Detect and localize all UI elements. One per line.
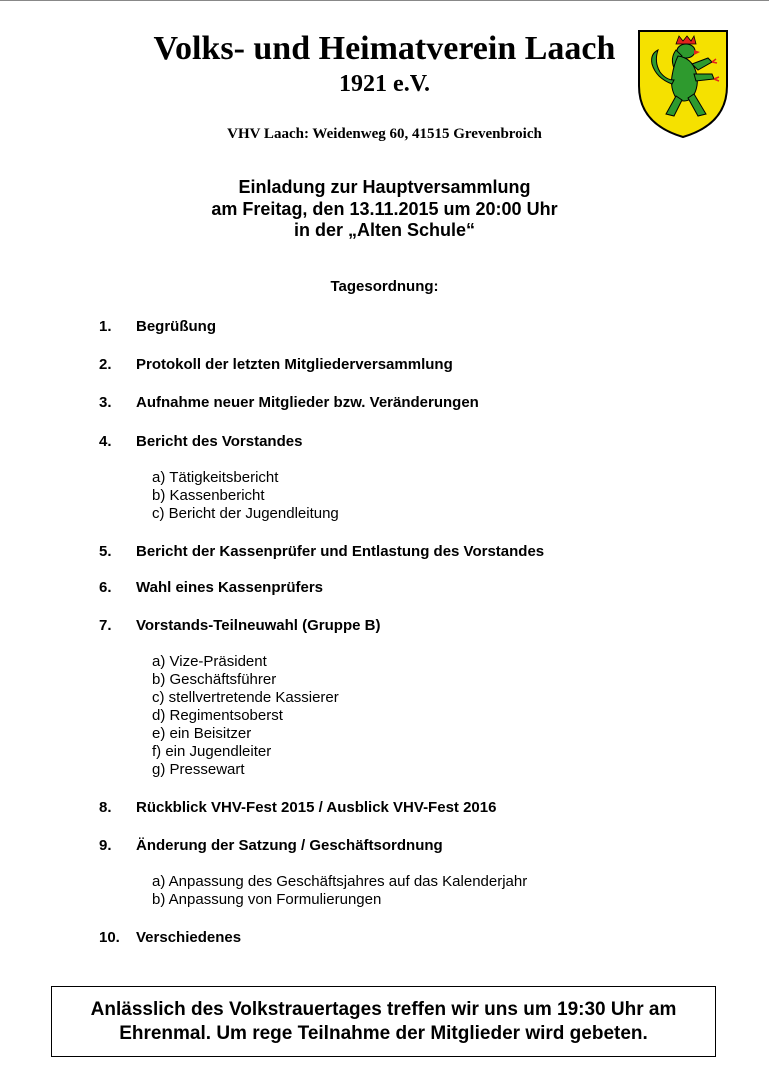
agenda-subitem: f) ein Jugendleiter — [152, 743, 272, 760]
notice-line: Ehrenmal. Um rege Teilnahme der Mitglieder wird gebeten. — [119, 1022, 648, 1044]
invitation-location: in der „Alten Schule“ — [293, 220, 476, 240]
agenda-subitem: e) ein Beisitzer — [152, 725, 252, 742]
agenda-subitem: c) Bericht der Jugendleitung — [152, 505, 339, 522]
agenda-subitem: c) stellvertretende Kassierer — [152, 689, 339, 706]
agenda-subitem: d) Regimentsoberst — [152, 707, 283, 724]
agenda-subitem: a) Anpassung des Geschäftsjahres auf das Kalenderjahr — [152, 873, 528, 890]
notice-line: Anlässlich des Volkstrauertages treffen wir uns um 19:30 Uhr am — [90, 998, 677, 1020]
agenda-item: 9. Änderung der Satzung / Geschäftsordnung — [99, 837, 443, 854]
invitation-date: am Freitag, den 13.11.2015 um 20:00 Uhr — [211, 199, 558, 219]
agenda-heading: Tagesordnung: — [330, 278, 439, 295]
agenda-subitem: g) Pressewart — [152, 761, 245, 778]
organization-year: 1921 e.V. — [339, 71, 430, 97]
agenda-item: 2. Protokoll der letzten Mitgliederversammlung — [99, 356, 453, 373]
agenda-subitem: a) Vize-Präsident — [152, 653, 267, 670]
agenda-subitem: b) Kassenbericht — [152, 487, 265, 504]
agenda-item: 7. Vorstands-Teilneuwahl (Gruppe B) — [99, 617, 381, 634]
organization-address: VHV Laach: Weidenweg 60, 41515 Grevenbroich — [227, 126, 542, 142]
agenda-item: 1. Begrüßung — [99, 318, 216, 335]
coat-of-arms-lion-icon — [636, 28, 730, 140]
agenda-item: 6. Wahl eines Kassenprüfers — [99, 579, 324, 596]
invitation-title: Einladung zur Hauptversammlung — [238, 177, 531, 197]
agenda-subitem: b) Anpassung von Formulierungen — [152, 891, 382, 908]
agenda-item: 3. Aufnahme neuer Mitglieder bzw. Veränderungen — [99, 394, 479, 411]
agenda-item: 10. Verschiedenes — [99, 929, 242, 946]
agenda-subitem: a) Tätigkeitsbericht — [152, 469, 279, 486]
agenda-subitem: b) Geschäftsführer — [152, 671, 277, 688]
agenda-item: 4. Bericht des Vorstandes — [99, 433, 303, 450]
notice-box — [51, 986, 716, 1057]
organization-name: Volks- und Heimatverein Laach — [153, 30, 616, 67]
agenda-item: 5. Bericht der Kassenprüfer und Entlastung des Vorstandes — [99, 543, 545, 560]
page-top-border — [0, 0, 769, 1]
agenda-item: 8. Rückblick VHV-Fest 2015 / Ausblick VHV-Fest 2016 — [99, 799, 497, 816]
